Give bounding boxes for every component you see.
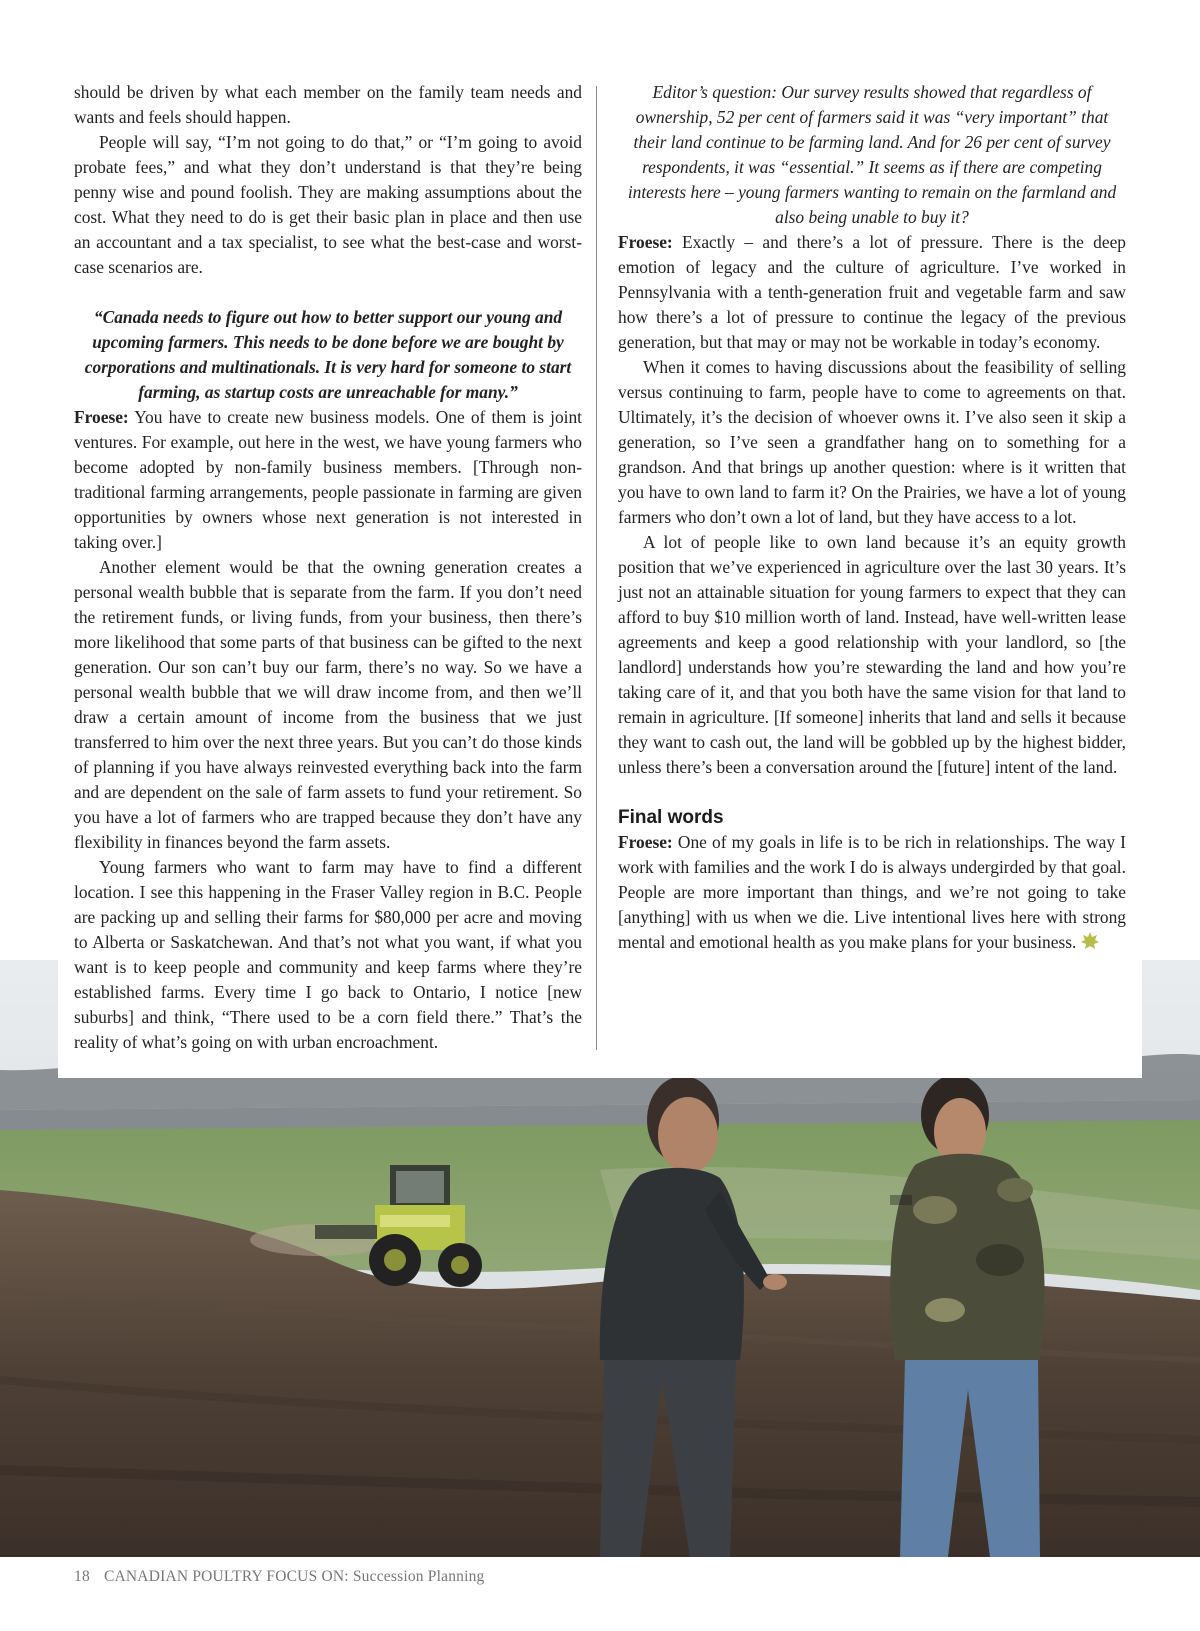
maple-leaf-icon bbox=[1080, 931, 1100, 958]
paragraph-text: Exactly – and there’s a lot of pressure. There is the deep emotion of legacy and the culture of agriculture. I’ve worked in Pennsylvania with a tenth-generation fruit and vegetable farm and saw how there’s a lot of pressure to continue the legacy of the previous generation, but that may or may not be workable in today’s economy. bbox=[618, 232, 1126, 352]
paragraph: People will say, “I’m not going to do that,” or “I’m going to avoid probate fees,” and what they don’t understand is that they’re being penny wise and pound foolish. They are making assumptions about the cost. What they need to do is get their basic plan in place and then use an accountant and a tax specialist, to see what the best-case and worst-case scenarios are. bbox=[74, 132, 582, 277]
paragraph: Another element would be that the owning generation creates a personal wealth bubble that is separate from the farm. If you don’t need the retirement funds, or living funds, from your business, then there’s more likelihood that some parts of that business can be gifted to the next generation. Our son can’t buy our farm, there’s no way. So we have a personal wealth bubble that we will draw income from, and then we’ll draw a certain amount of income from the business that we just transferred to him over the next three years. But you can’t do those kinds of planning if you have always reinvested everything back into the farm and are dependent on the sale of farm assets to fund your retirement. So you have a lot of farmers who are trapped because they don’t have any flexibility in finances beyond the farm assets. bbox=[74, 557, 582, 852]
paragraph bbox=[618, 230, 1126, 355]
paragraph: Young farmers who want to farm may have to find a different location. I see this happening in the Fraser Valley region in B.C. People are packing up and selling their farms for $80,000 per acre and moving to Alberta or Saskatchewan. And that’s not what you want, if what you want is to keep people and community and keep farms where they’re established farms. Every time I go back to Ontario, I notice [new suburbs] and think, “There used to be a corn field there.” That’s the reality of what’s going on with urban encroachment. bbox=[74, 857, 582, 1052]
right-column bbox=[618, 80, 1126, 958]
paragraph: should be driven by what each member on the family team needs and wants and feels should happen. bbox=[74, 82, 582, 127]
speaker-label: Froese: bbox=[618, 232, 673, 252]
paragraph bbox=[74, 405, 582, 555]
page-footer bbox=[74, 1568, 485, 1586]
speaker-label: Froese: bbox=[618, 832, 673, 852]
paragraph: A lot of people like to own land because it’s an equity growth position that we’ve experienced in agriculture over the last 30 years. It’s just not an attainable situation for young farmers to expect that they can afford to buy $10 million worth of land. Instead, have well-written lease agreements and keep a good relationship with your landlord, so [the landlord] understands how you’re stewarding the land and how you’re taking care of it, and that you both have the same vision for that land to remain in agriculture. [If someone] inherits that land and sells it because they want to cash out, the land will be gobbled up by the highest bidder, unless there’s been a conversation around the [future] intent of the land. bbox=[618, 532, 1126, 777]
section-heading: Final words bbox=[618, 807, 724, 828]
editor-question: Editor’s question: Our survey results showed that regardless of ownership, 52 per cent of farmers said it was “very important” that their land continue to be farming land. And for 26 per cent of survey respondents, it was “essential.” It seems as if there are competing interests here – young farmers wanting to remain on the farmland and also being unable to buy it? bbox=[627, 82, 1117, 227]
paragraph-text: One of my goals in life is to be rich in relationships. The way I work with families and the work I do is always undergirded by that goal. People are more important than things, and we’re not going to take [anything] with us when we die. Live intentional lives here with strong mental and emotional health as you make plans for your business. bbox=[618, 832, 1126, 952]
publication-name: CANADIAN POULTRY FOCUS ON: bbox=[103, 1568, 349, 1585]
paragraph: When it comes to having discussions about the feasibility of selling versus continuing to farm, people have to come to agreements on that. Ultimately, it’s the decision of whoever owns it. I’ve also seen it skip a generation, so I’ve seen a grandfather hang on to something for a grandson. And that brings up another question: where is it written that you have to own land to farm it? On the Prairies, we have a lot of young farmers who don’t own a lot of land, but they have access to a lot. bbox=[618, 357, 1126, 527]
left-column bbox=[74, 80, 582, 1055]
page-number: 18 bbox=[74, 1568, 90, 1585]
column-divider bbox=[596, 86, 597, 1050]
pull-quote: “Canada needs to figure out how to better support our young and upcoming farmers. This needs to be done before we are bought by corporations and multinationals. It is very hard for someone to start farming, as startup costs are unreachable for many.” bbox=[84, 307, 572, 402]
paragraph-text: You have to create new business models. One of them is joint ventures. For example, out here in the west, we have young farmers who become adopted by non-family business members. [Through non-traditional farming arrangements, people passionate in farming are given opportunities by owners whose next generation is not interested in taking over.] bbox=[74, 407, 582, 552]
paragraph bbox=[618, 830, 1126, 958]
section-name: Succession Planning bbox=[352, 1568, 485, 1585]
speaker-label: Froese: bbox=[74, 407, 129, 427]
